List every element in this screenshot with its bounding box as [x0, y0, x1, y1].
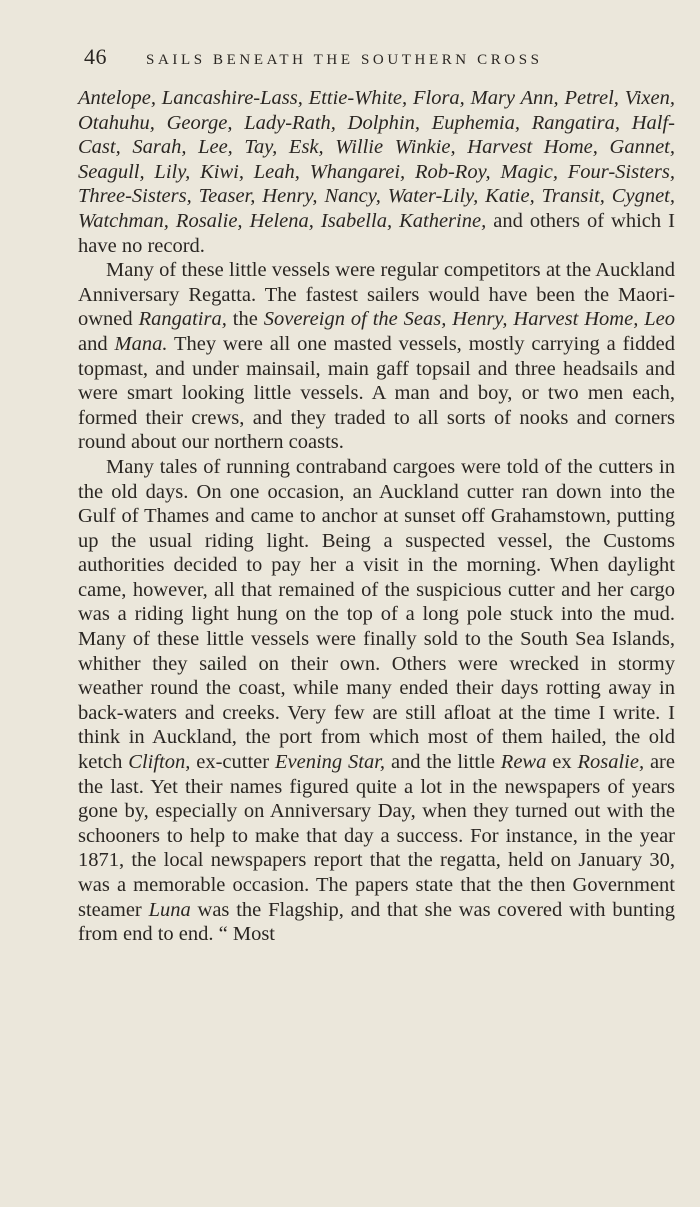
- running-title: SAILS BENEATH THE SOUTHERN CROSS: [146, 52, 543, 68]
- italic-segment: Luna: [148, 898, 191, 921]
- italic-segment: Clifton,: [128, 751, 191, 774]
- text-segment: are the last. Yet their names figured quite a lot in the newspapers of years gone by, especially on Anniversary Day, when they turned out with the schooners to help to make that day a success. For instance, in the year 1871, the local newspapers report that the regatta, held on January 30, was a memorable occasion. The papers state that the then Government steamer: [78, 751, 675, 921]
- page-number: 46: [84, 44, 107, 69]
- book-page: [78, 44, 675, 947]
- paragraph-regatta-competitors: [78, 258, 675, 455]
- text-segment: ex-cutter: [190, 751, 275, 774]
- paragraph-contraband-tales: [78, 455, 675, 947]
- text-segment: the: [226, 308, 264, 331]
- italic-segment: Rewa: [500, 751, 547, 774]
- italic-segment: Antelope, Lancashire-Lass, Ettie-White, Flora, Mary Ann, Petrel, Vixen, Otahuhu, George, Lady-Rath, Dolphin, Euphemia, Rangatira, Half-Cast, Sarah, Lee, Tay, Esk, Willie Winkie, Harvest Home, Gannet, Seagull, Lily, Kiwi, Leah, Whangarei, Rob-Roy, Magic, Four-Sisters, Three-Sisters, Teaser, Henry, Nancy, Water-Lily, Katie, Transit, Cygnet, Watchman, Rosalie, Helena, Isabella, Katherine,: [78, 87, 675, 232]
- text-segment: and the little: [385, 751, 501, 774]
- text-segment: Many tales of running contraband cargoes were told of the cutters in the old days. On one occasion, an Auckland cutter ran down into the Gulf of Thames and came to anchor at sunset off Grahamstown, putting up the usual riding light. Being a suspected vessel, the Customs authorities decided to pay her a visit in the morning. When daylight came, however, all that remained of the suspicious cutter and her cargo was a riding light hung on the top of a long pole stuck into the mud. Many of these little vessels were finally sold to the South Sea Islands, whither they sailed on their own. Others were wrecked in stormy weather round the coast, while many ended their days rotting away in back-waters and creeks. Very few are still afloat at the time I write. I think in Auckland, the port from which most of them hailed, the old ketch: [78, 455, 675, 774]
- text-segment: was the Flagship, and that she was covered with bunting from end to end. “ Most: [78, 898, 675, 946]
- italic-segment: Evening Star,: [274, 751, 386, 774]
- paragraph-ship-list: [78, 86, 675, 258]
- italic-segment: Rangatira,: [138, 308, 227, 331]
- text-segment: Many of these little vessels were regular competitors at the Auckland Anniversary Regatta. The fastest sailers would have been the Maori-owned: [78, 259, 675, 331]
- text-segment: ex: [546, 751, 578, 774]
- body-text: [78, 86, 675, 947]
- running-head: [78, 44, 675, 80]
- text-segment: and others of which I have no record.: [78, 209, 675, 257]
- text-segment: and: [78, 332, 115, 355]
- text-segment: They were all one masted vessels, mostly carrying a fidded topmast, and under mainsail, main gaff topsail and three headsails and were smart looking little vessels. A man and boy, or two men each, formed their crews, and they traded to all sorts of nooks and corners round about our northern coasts.: [78, 332, 675, 454]
- italic-segment: Sovereign of the Seas, Henry, Harvest Home, Leo: [263, 308, 675, 331]
- italic-segment: Mana.: [114, 332, 168, 355]
- italic-segment: Rosalie,: [577, 751, 645, 774]
